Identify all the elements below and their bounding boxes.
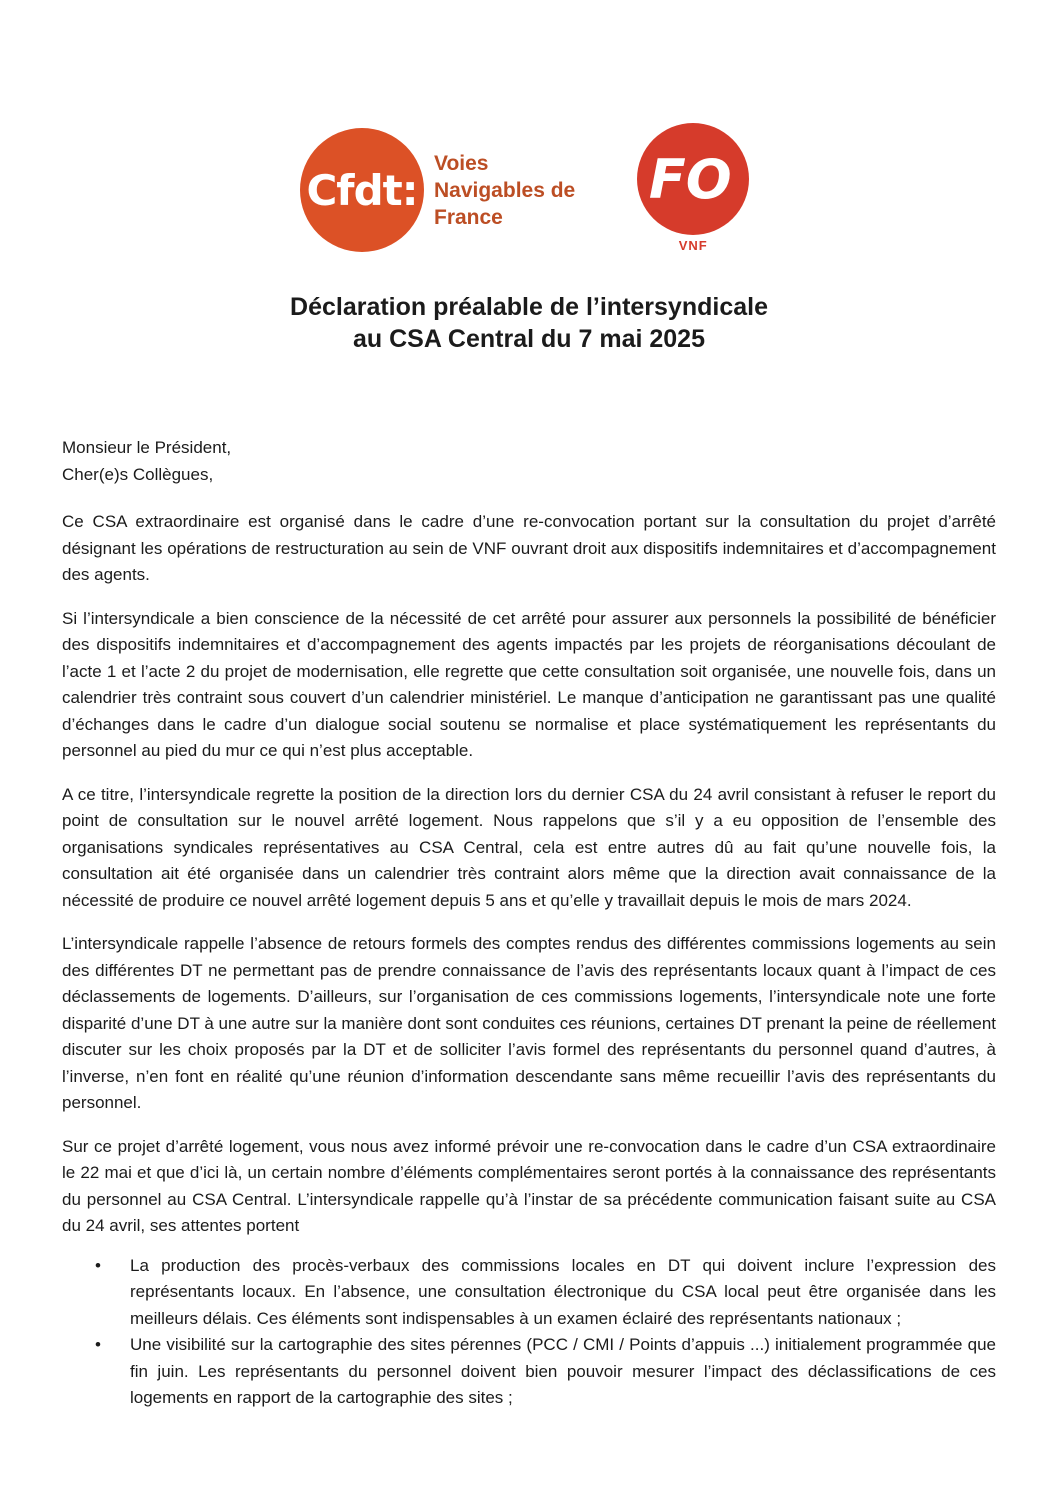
- fo-logo: [637, 123, 749, 253]
- bullet-icon: •: [95, 1335, 101, 1354]
- title-line-2: au CSA Central du 7 mai 2025: [353, 325, 705, 353]
- fo-logo-icon: [637, 123, 749, 235]
- salutation: [62, 435, 996, 488]
- fo-logo-label: FO: [648, 147, 732, 211]
- paragraph-4: L’intersyndicale rappelle l’absence de retours formels des comptes rendus des différentes commissions logements au sein des différentes DT ne permettant pas de prendre connaissance de l’avis des représentants locaux quant à l’impact de ces déclassements de logements. D’ailleurs, sur l’organisation de ces commissions logements, l’intersyndicale note une forte disparité d’une DT à une autre sur la manière dont sont conduites ces réunions, certaines DT prenant la peine de réellement discuter sur les choix proposés par la DT et de solliciter l’avis formel des représentants du personnel quand d’autres, à l’inverse, n’en font en réalité qu’une réunion d’information descendante sans même recueillir l’avis des représentants du personnel.: [62, 934, 996, 1112]
- cfdt-logo: [300, 128, 575, 252]
- list-item-text: La production des procès-verbaux des commissions locales en DT qui doivent inclure l’expression des représentants locaux. En l’absence, une consultation électronique du CSA local peut être organisée dans les meilleurs délais. Ces éléments sont indispensables à un examen éclairé des représentants nationaux ;: [130, 1255, 996, 1328]
- cfdt-logo-icon: [300, 128, 424, 252]
- page-title: [62, 291, 996, 355]
- fo-vnf-label: VNF: [678, 238, 708, 253]
- bullet-icon: •: [95, 1255, 101, 1275]
- list-item: [62, 1253, 996, 1333]
- list-item-text: Une visibilité sur la cartographie des sites pérennes (PCC / CMI / Points d’appuis ...) initialement programmée que fin juin. Les représentants du personnel doivent bien pouvoir mesurer l’impact des déclassifications de ces logements en rapport de la cartographie des sites ;: [130, 1335, 996, 1407]
- cfdt-org-line: France: [434, 206, 503, 229]
- paragraph-5: Sur ce projet d’arrêté logement, vous nous avez informé prévoir une re-convocation dans le cadre d’un CSA extraordinaire le 22 mai et que d’ici là, un certain nombre d’éléments complémentaires seront portés à la connaissance des représentants du personnel au CSA Central. L’intersyndicale rappelle qu’à l’instar de sa précédente communication faisant suite au CSA du 24 avril, ses attentes portent: [62, 1136, 996, 1235]
- list-item: [62, 1332, 996, 1412]
- cfdt-org-line: Navigables de: [434, 179, 576, 202]
- salutation-line-1: Monsieur le Président,: [62, 438, 232, 457]
- paragraph-3: A ce titre, l’intersyndicale regrette la position de la direction lors du dernier CSA du 24 avril consistant à refuser le report du point de consultation sur le nouvel arrêté logement. Nous rappelons que s’il y a eu opposition de l’ensemble des organisations syndicales représentatives au CSA Central, cela est entre autres dû au fait qu’une nouvelle fois, la consultation ait été organisée dans un calendrier très contraint alors même que la direction avait connaissance de la nécessité de produire ce nouvel arrêté logement depuis 5 ans et qu’elle y travaillait depuis le mois de mars 2024.: [62, 784, 996, 910]
- title-line-1: Déclaration préalable de l’intersyndicale: [290, 293, 768, 321]
- document-body: [62, 291, 996, 1412]
- cfdt-org-name: [434, 150, 575, 231]
- cfdt-logo-label: Cfdt:: [306, 165, 418, 215]
- logo-row: [300, 128, 1058, 254]
- bullet-list: [62, 1253, 996, 1412]
- paragraph-2: Si l’intersyndicale a bien conscience de la nécessité de cet arrêté pour assurer aux personnels la possibilité de bénéficier des dispositifs indemnitaires et d’accompagnement des agents impactés par les projets de réorganisations découlant de l’acte 1 et l’acte 2 du projet de modernisation, elle regrette que cette consultation soit organisée, une nouvelle fois, dans un calendrier très contraint sous couvert d’un calendrier ministériel. Le manque d’anticipation ne garantissant pas une qualité d’échanges dans le cadre d’un dialogue social soutenu se normalise et place systématiquement les représentants du personnel au pied du mur ce qui n’est plus acceptable.: [62, 608, 996, 760]
- paragraph-1: Ce CSA extraordinaire est organisé dans le cadre d’une re-convocation portant sur la consultation du projet d’arrêté désignant les opérations de restructuration au sein de VNF ouvrant droit aux dispositifs indemnitaires et d’accompagnement des agents.: [62, 512, 996, 584]
- salutation-line-2: Cher(e)s Collègues,: [62, 464, 214, 484]
- cfdt-org-line: Voies: [434, 152, 489, 175]
